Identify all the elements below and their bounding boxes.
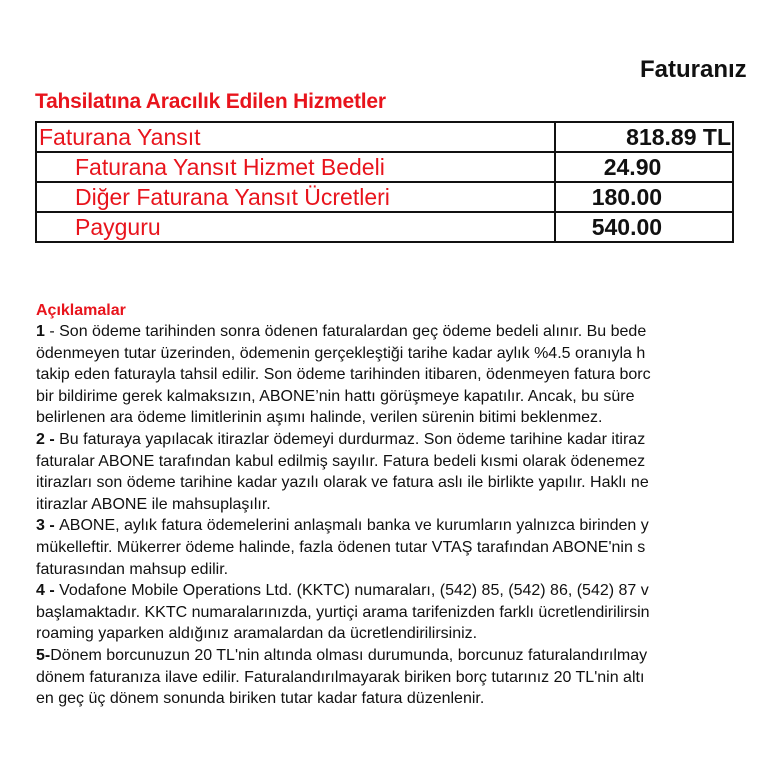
note-5-line-3: en geç üç dönem sonunda biriken tutar kadar fatura düzenlenir. <box>36 690 485 708</box>
note-separator: - <box>44 517 60 535</box>
note-text: Dönem borcunuzun 20 TL'nin altında olması durumunda, borcunuz faturalandırılmay <box>50 646 648 664</box>
note-text: ABONE, aylık fatura ödemelerini anlaşmalı banka ve kurumların yalnızca birinden y <box>59 517 649 535</box>
note-separator: - <box>44 430 60 448</box>
note-number: 1 <box>36 323 45 340</box>
note-number: 4 <box>36 582 45 600</box>
row-label: Diğer Faturana Yansıt Ücretleri <box>36 182 555 212</box>
table-row <box>36 182 733 212</box>
note-2-line-2: faturalar ABONE tarafından kabul edilmiş sayılır. Fatura bedeli kısmi olarak ödenemez <box>36 452 646 470</box>
note-text: Son ödeme tarihinden sonra ödenen faturalardan geç ödeme bedeli alınır. Bu bede <box>59 323 647 340</box>
note-3-line-2: mükelleftir. Mükerrer ödeme halinde, fazla ödenen tutar VTAŞ tarafından ABONE'nin s <box>36 538 646 556</box>
note-3-line-3: faturasından mahsup edilir. <box>36 560 229 578</box>
notes-section <box>36 301 768 710</box>
services-section-title: Tahsilatına Aracılık Edilen Hizmetler <box>35 90 386 113</box>
note-1-line-5: belirlenen ara ödeme limitlerinin aşımı halinde, verilen sürenin bitimi beklenmez. <box>36 409 603 427</box>
note-text: Vodafone Mobile Operations Ltd. (KKTC) numaraları, (542) 85, (542) 86, (542) 87 v <box>59 582 649 600</box>
services-fee-table <box>35 121 734 243</box>
note-number: 3 <box>36 517 45 535</box>
note-4-line-1 <box>36 580 768 602</box>
notes-heading: Açıklamalar <box>36 302 126 319</box>
note-3-line-1 <box>36 515 768 537</box>
row-amount: 818.89 TL <box>555 122 733 152</box>
note-2-line-4: itirazlar ABONE ile mahsuplaşılır. <box>36 495 271 513</box>
note-text: Bu faturaya yapılacak itirazlar ödemeyi durdurmaz. Son ödeme tarihine kadar itiraz <box>59 430 646 448</box>
table-row <box>36 152 733 182</box>
row-label: Payguru <box>36 212 555 242</box>
note-5-line-2: dönem faturanıza ilave edilir. Faturalandırılmayarak biriken borç tutarınız 20 TL'nin altı <box>36 668 645 686</box>
note-4-line-2: başlamaktadır. KKTC numaralarınızda, yurtiçi arama tarifenizden farklı ücretlendirilirsin <box>36 603 650 621</box>
note-separator: - <box>44 582 60 600</box>
row-label: Faturana Yansıt Hizmet Bedeli <box>36 152 555 182</box>
note-number: 5 <box>36 646 45 664</box>
note-number: 2 <box>36 430 45 448</box>
note-4-line-3: roaming yaparken aldığınız aramalardan da ücretlendirilirsiniz. <box>36 625 478 643</box>
note-1-line-1 <box>36 321 768 343</box>
note-2-line-1 <box>36 429 768 451</box>
row-amount: 540.00 <box>555 212 733 242</box>
note-1-line-4: bir bildirime gerek kalmaksızın, ABONE’nin hattı görüşmeye kapatılır. Ancak, bu süre <box>36 387 635 405</box>
table-row <box>36 212 733 242</box>
row-label: Faturana Yansıt <box>36 122 555 152</box>
table-row-total <box>36 122 733 152</box>
document-title: Faturanız <box>640 56 747 83</box>
note-separator: - <box>44 646 51 664</box>
note-2-line-3: itirazları son ödeme tarihine kadar yazılı olarak ve fatura aslı ile birlikte yapılır. Haklı ne <box>36 474 649 492</box>
note-separator: - <box>44 323 60 340</box>
row-amount: 24.90 <box>555 152 733 182</box>
note-5-line-1 <box>36 645 768 667</box>
row-amount: 180.00 <box>555 182 733 212</box>
note-1-line-3: takip eden faturayla tahsil edilir. Son ödeme tarihinden itibaren, ödenmeyen fatura borc <box>36 366 651 384</box>
note-1-line-2: ödenmeyen tutar üzerinden, ödemenin gerçekleştiği tarihe kadar aylık %4.5 oranıyla h <box>36 344 646 362</box>
